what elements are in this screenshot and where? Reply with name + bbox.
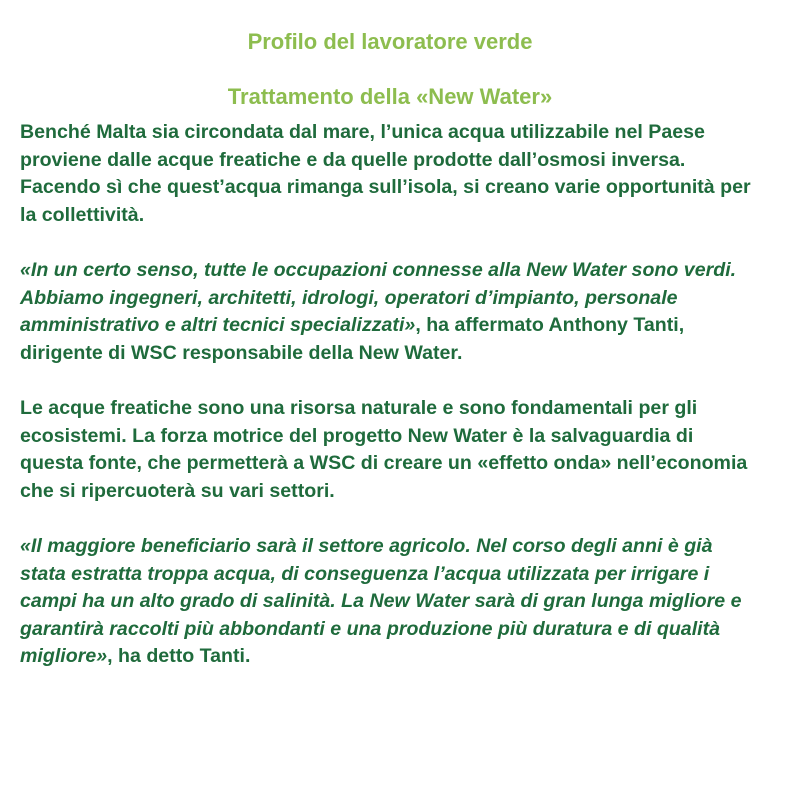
quote-text: «Il maggiore beneficiario sarà il settore agricolo. Nel corso degli anni è già stata estratta troppa acqua, di conseguenza l’acqua utilizzata per irrigare i campi ha un alto grado di salinità. La New Water sarà di gran lunga migliore e garantirà raccolti più abbondanti e una produzione più duratura e di qualità migliore» — [20, 534, 742, 668]
groundwater-paragraph: Le acque freatiche sono una risorsa naturale e sono fondamentali per gli ecosistemi. La forza motrice del progetto New Water è la salvaguardia di questa fonte, che permetterà a WSC di creare un «effetto onda» nell’economia che si ripercuoterà su vari settori. — [20, 396, 748, 502]
attribution-text: , ha detto Tanti. — [107, 645, 251, 668]
page-title: Profilo del lavoratore verde — [247, 29, 533, 54]
quote-paragraph-tanti-jobs — [20, 257, 760, 367]
intro-paragraph: Benché Malta sia circondata dal mare, l’unica acqua utilizzabile nel Paese proviene dalle acque freatiche e da quelle prodotte dall’osmosi inversa. Facendo sì che quest’acqua rimanga sull’isola, si creano varie opportunità per la collettività. — [20, 121, 751, 226]
page-subtitle: Trattamento della «New Water» — [227, 84, 553, 109]
quote-paragraph-tanti-agriculture — [20, 533, 760, 671]
attribution-text: , ha affermato Anthony Tanti, dirigente di WSC responsabile della New Water. — [20, 314, 685, 364]
quote-text: «In un certo senso, tutte le occupazioni connesse alla New Water sono verdi. Abbiamo ingegneri, architetti, idrologi, operatori d’impianto, personale amministrativo e altri tecnici specializzati» — [20, 258, 737, 337]
